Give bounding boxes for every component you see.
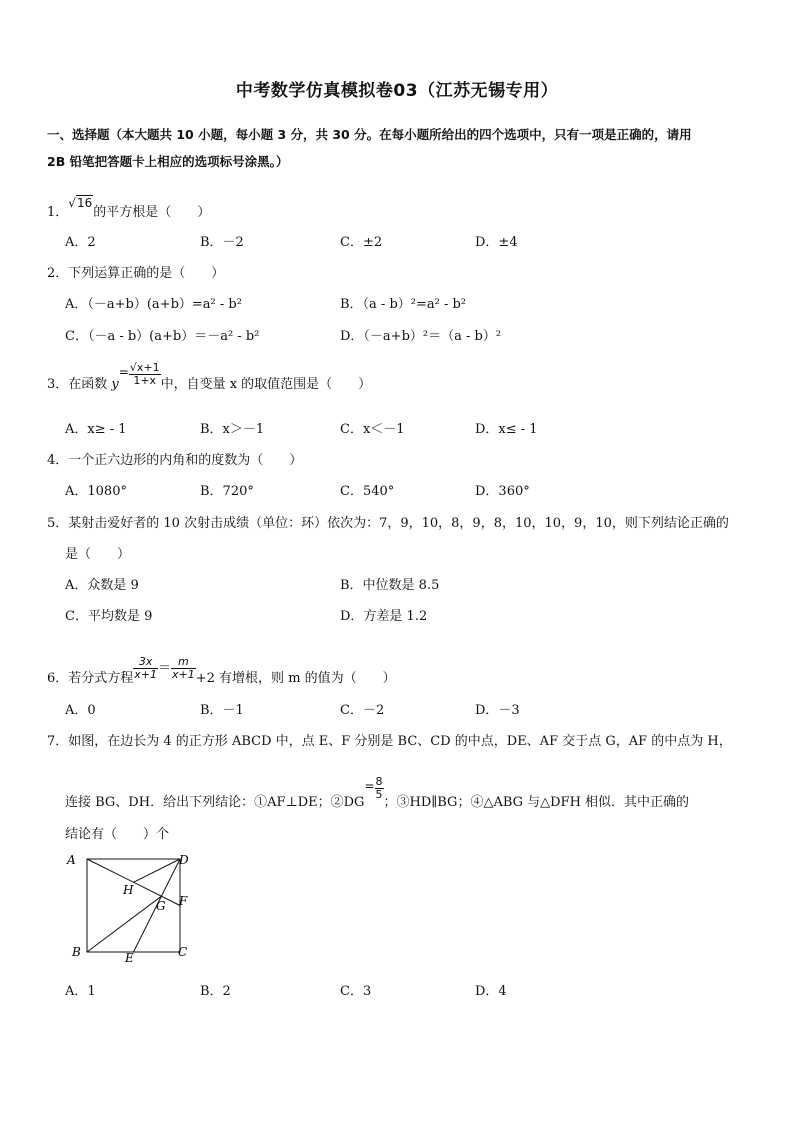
q3-option-a: A．x≥ - 1 [65,422,127,437]
q4-option-c: C．540° [340,484,395,499]
q6-option-d: D．－3 [475,703,520,718]
q7-option-b: B．2 [200,984,231,999]
label-a: A [67,853,76,867]
equation-fraction-right [171,656,196,681]
dg-fraction [375,776,384,801]
q1-option-b: B．－2 [200,235,244,250]
fraction-numerator: √x+1 [129,361,160,374]
sqrt-radicand: 16 [76,196,93,210]
q2-option-c: C．（－a - b）(a+b）＝－a² - b² [65,329,260,344]
q4-option-a: A．1080° [65,484,127,499]
q7-option-c: C．3 [340,984,372,999]
q4-option-b: B．720° [200,484,254,499]
q1-option-a: A．2 [65,235,96,250]
fraction-numerator: 8 [375,775,383,788]
segment-bg [87,896,161,952]
q2-option-b: B．（a - b）²=a² - b² [340,297,467,312]
section-heading-line1: 一、选择题（本大题共 10 小题，每小题 3 分，共 30 分。在每小题所给出的四个选项中，只有一项是正确的，请用 [47,127,692,142]
question-3-suffix: 中，自变量 x 的取值范围是（ ） [160,377,372,392]
question-1 [47,196,211,220]
sqrt-expression: √16 [68,196,93,210]
section-heading-line2: 2B 铅笔把答题卡上相应的选项标号涂黑。） [47,154,289,169]
q3-option-c: C．x＜－1 [340,422,405,437]
equation-fraction-left [133,656,158,681]
label-b: B [72,945,81,959]
equals-sign: ＝ [158,661,172,676]
question-7-line3: 结论有（ ）个 [65,827,170,842]
q7-option-a: A．1 [65,984,96,999]
label-d: D [179,853,189,867]
fraction-denominator: x+1 [172,668,195,681]
q7-option-d: D．4 [475,984,507,999]
fraction-denominator: x+1 [134,668,158,681]
question-3: 3．在函数 y= $\frac{√x+1}{1+x}$ 中，自变量 x 的取值范围是（ ） [47,361,372,392]
function-fraction [129,362,161,387]
q6-option-a: A．0 [65,703,96,718]
q5-option-b: B．中位数是 8.5 [340,578,440,593]
square-abcd [87,859,180,952]
label-f: F [179,894,188,908]
question-5-line2: 是（ ） [65,547,131,562]
square-geometry-figure [62,848,202,968]
q5-option-a: A．众数是 9 [65,578,139,593]
question-5-line1: 5．某射击爱好者的 10 次射击成绩（单位：环）依次为：7，9，10，8，9，8，10，10，9，10，则下列结论正确的 [47,516,729,531]
question-7-line2-suffix: ；③HD∥BG；④△ABG 与△DFH 相似．其中正确的 [383,795,690,810]
question-1-number: 1． [47,205,69,220]
question-6-suffix: +2 有增根，则 m 的值为（ ） [195,671,396,686]
q3-option-d: D．x≤ - 1 [475,422,538,437]
fraction-denominator: 1+x [133,374,157,387]
q2-option-d: D．（－a+b）²＝（a - b）² [340,329,502,344]
page-title: 中考数学仿真模拟卷03（江苏无锡专用） [235,81,559,101]
q4-option-d: D．360° [475,484,530,499]
q5-option-c: C．平均数是 9 [65,609,153,624]
q6-option-c: C．－2 [340,703,385,718]
question-2: 2．下列运算正确的是（ ） [47,266,225,281]
q5-option-d: D．方差是 1.2 [340,609,428,624]
q6-option-b: B．－1 [200,703,244,718]
q2-option-a: A．（－a+b）(a+b）=a² - b² [65,297,242,312]
q3-option-b: B．x＞－1 [200,422,265,437]
question-7-line2-prefix: 连接 BG、DH．给出下列结论：①AF⊥DE；②DG [65,795,365,810]
label-h: H [123,883,134,897]
function-variable: y [111,377,119,392]
section-heading [47,121,757,175]
question-6 [47,655,396,691]
fraction-denominator: 5 [375,788,383,801]
q1-option-c: C．±2 [340,235,383,250]
label-c: C [178,945,188,959]
q1-option-d: D．±4 [475,235,518,250]
question-7-line2: 连接 BG、DH．给出下列结论：①AF⊥DE；②DG= $\frac{8}{5}$ ；③HD∥BG；④△ABG 与△DFH 相似．其中正确的 [65,775,690,810]
fraction-numerator: m [171,656,196,669]
fraction-numerator: 3x [133,656,158,669]
question-3-prefix: 3．在函数 [47,377,112,392]
question-4: 4．一个正六边形的内角和的度数为（ ） [47,453,303,468]
label-g: G [156,899,166,913]
question-7-line1: 7．如图，在边长为 4 的正方形 ABCD 中，点 E、F 分别是 BC、CD 的中点，DE、AF 交于点 G，AF 的中点为 H， [47,734,732,749]
question-1-text: 的平方根是（ ） [93,205,211,220]
segment-dh [134,859,181,882]
question-6-prefix: 6．若分式方程 [47,671,134,686]
label-e: E [125,951,134,965]
